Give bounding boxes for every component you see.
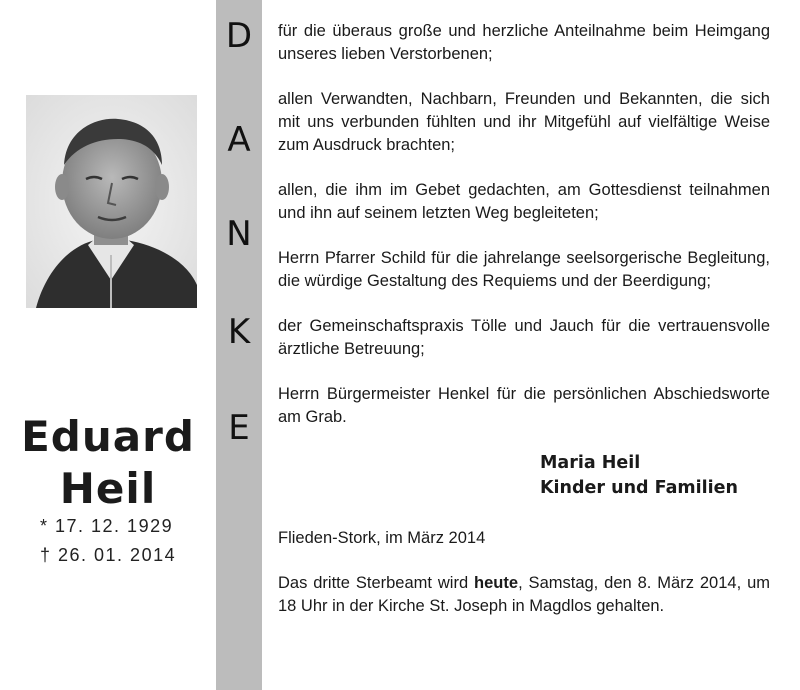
- danke-letter: A: [227, 120, 251, 160]
- danke-letter: E: [228, 408, 250, 448]
- notice-text: , Samstag, den 8. März 2014, um 18 Uhr in der Kirche St. Joseph in Magdlos gehalten.: [278, 574, 770, 615]
- place-date: Flieden-Stork, im März 2014: [278, 529, 486, 547]
- danke-letter: D: [225, 16, 253, 56]
- deceased-first-name: Eduard: [21, 412, 195, 461]
- death-date: † 26. 01. 2014: [40, 545, 177, 565]
- portrait-photo: [26, 95, 197, 308]
- left-column: [0, 0, 216, 690]
- notice-emphasis: heute: [474, 574, 519, 592]
- thanks-paragraph: Herrn Bürgermeister Henkel für die persönlichen Abschiedsworte am Grab.: [278, 385, 770, 426]
- portrait-image: [26, 95, 197, 308]
- deceased-last-name: Heil: [59, 464, 157, 513]
- thanks-text-column: [278, 20, 770, 640]
- danke-band: [216, 0, 262, 690]
- signature-line: Maria Heil: [540, 453, 641, 473]
- thanks-paragraph: allen, die ihm im Gebet gedachten, am Gottesdienst teilnahmen und ihn auf seinem letzten Weg begleiteten;: [278, 181, 770, 222]
- signature: [540, 451, 770, 501]
- requiem-notice: [278, 572, 770, 618]
- thanks-paragraph: für die überaus große und herzliche Anteilnahme beim Heimgang unseres lieben Verstorbenen;: [278, 22, 770, 63]
- thanks-paragraph: der Gemeinschaftspraxis Tölle und Jauch für die vertrauensvolle ärztliche Betreuung;: [278, 317, 770, 358]
- birth-date: * 17. 12. 1929: [40, 516, 174, 536]
- notice-text: Das dritte Sterbeamt wird: [278, 574, 475, 592]
- signature-line: Kinder und Familien: [540, 478, 738, 498]
- thanks-paragraph: allen Verwandten, Nachbarn, Freunden und Bekannten, die sich mit uns verbunden fühlten und ihr Mitgefühl auf vielfältige Weise zum Ausdruck brachten;: [278, 90, 770, 154]
- thanks-paragraph: Herrn Pfarrer Schild für die jahrelange seelsorgerische Begleitung, die würdige Gestaltung des Requiems und der Beerdigung;: [278, 249, 770, 290]
- danke-letter: K: [227, 312, 251, 352]
- danke-letter: N: [226, 214, 252, 254]
